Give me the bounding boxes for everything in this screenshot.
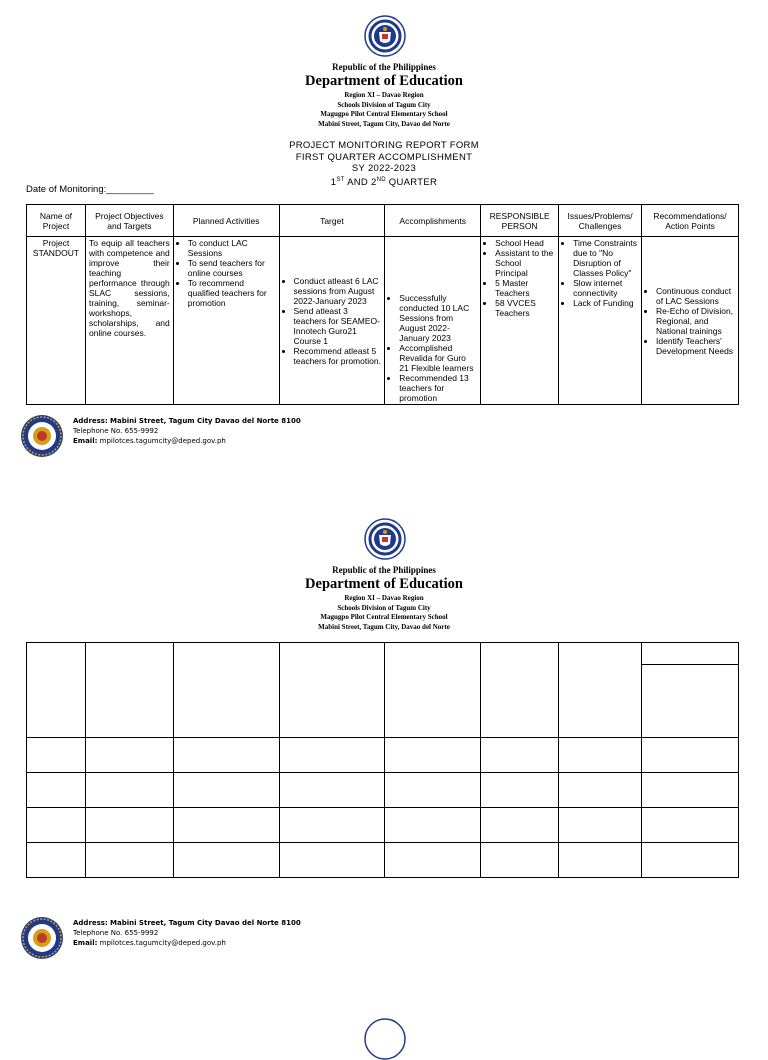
list-item: • Lack of Funding [573, 298, 638, 308]
deped-seal-icon [364, 1018, 406, 1060]
table-row [27, 843, 739, 878]
list-item: • Continuous conduct of LAC Sessions [656, 286, 735, 306]
list-item: • 5 Master Teachers [495, 278, 555, 298]
cell-responsible [481, 237, 559, 405]
cell-target [279, 237, 385, 405]
list-item: • Identify Teachers' Development Needs [656, 336, 735, 356]
cell-objectives: To equip all teachers with competence and improve their teaching performance through SLAC sessions, training, seminar-workshops, scholarships, and online courses. [85, 237, 173, 405]
monitoring-table [26, 204, 739, 405]
header-objectives: Project Objectives and Targets [85, 205, 173, 237]
header-issues: Issues/Problems/ Challenges [559, 205, 642, 237]
cell-accomplishments [385, 237, 481, 405]
list-item: • To send teachers for online courses [188, 258, 276, 278]
list-item: • Successfully conducted 10 LAC Sessions from August 2022-January 2023 [399, 293, 477, 343]
republic-label: Republic of the Philippines [332, 565, 436, 575]
cell-planned [173, 237, 279, 405]
cell-recommendations [642, 237, 739, 405]
form-title-1: PROJECT MONITORING REPORT FORM [289, 140, 479, 151]
header-responsible-person: RESPONSIBLE PERSON [481, 205, 559, 237]
list-item: • Re-Echo of Division, Regional, and National trainings [656, 306, 735, 336]
deped-seal-icon [364, 518, 406, 560]
region-label: Region XI – Davao Region [344, 91, 424, 99]
list-item: • Accomplished Revalida for Guro 21 Flexible learners [399, 343, 477, 373]
list-item: • To conduct LAC Sessions [188, 238, 276, 258]
footer-address-block: Address: Mabini Street, Tagum City Davao del Norte 8100 Telephone No. 655-9992 Email: mpilotces.tagumcity@deped.gov.ph [73, 919, 301, 947]
table-row [27, 773, 739, 808]
list-item: • 58 VVCES Teachers [495, 298, 555, 318]
street-label: Mabini Street, Tagum City, Davao del Norte [318, 622, 450, 631]
street-label: Mabini Street, Tagum City, Davao del Norte [318, 119, 450, 128]
division-label: Schools Division of Tagum City [337, 100, 431, 109]
header-planned-activities: Planned Activities [173, 205, 279, 237]
list-item: • To recommend qualified teachers for promotion [188, 278, 276, 308]
department-title: Department of Education [305, 73, 463, 89]
school-seal-icon [20, 414, 64, 458]
header-accomplishments: Accomplishments [385, 205, 481, 237]
table-row [27, 643, 739, 665]
footer-email: mpilotces.tagumcity@deped.gov.ph [99, 939, 226, 947]
school-seal-icon [20, 916, 64, 960]
list-item: • Slow internet connectivity [573, 278, 638, 298]
header-project-name: Name of Project [27, 205, 86, 237]
form-quarter: 1ST AND 2ND QUARTER [330, 176, 438, 188]
list-item: • Time Constraints due to "No Disruption of Classes Policy" [573, 238, 638, 278]
cell-issues [559, 237, 642, 405]
footer-telephone: 655-9992 [124, 427, 159, 435]
table-row [27, 738, 739, 773]
page-footer [20, 916, 420, 966]
blank-monitoring-table [26, 642, 739, 878]
republic-label: Republic of the Philippines [332, 62, 436, 72]
list-item: • Recommended 13 teachers for promotion [399, 373, 477, 403]
form-title-2: FIRST QUARTER ACCOMPLISHMENT [295, 151, 473, 163]
footer-address: Mabini Street, Tagum City Davao del Norte 8100 [110, 417, 301, 425]
list-item: • Assistant to the School Principal [495, 248, 555, 278]
footer-address-block: Address: Mabini Street, Tagum City Davao del Norte 8100 Telephone No. 655-9992 Email: mpilotces.tagumcity@deped.gov.ph [73, 417, 301, 445]
footer-email: mpilotces.tagumcity@deped.gov.ph [99, 437, 226, 445]
table-row [27, 808, 739, 843]
header-target: Target [279, 205, 385, 237]
school-label: Magugpo Pilot Central Elementary School [320, 110, 448, 118]
list-item: • Conduct atleast 6 LAC sessions from August 2022-January 2023 [294, 276, 382, 306]
footer-address: Mabini Street, Tagum City Davao del Norte 8100 [110, 919, 301, 927]
list-item: • School Head [495, 238, 555, 248]
school-label: Magugpo Pilot Central Elementary School [320, 613, 448, 621]
department-title: Department of Education [305, 576, 463, 592]
table-row [27, 237, 739, 405]
footer-telephone: 655-9992 [124, 929, 159, 937]
division-label: Schools Division of Tagum City [337, 603, 431, 612]
header-recommendations: Recommendations/ Action Points [642, 205, 739, 237]
cell-project-name: Project STANDOUT [27, 237, 86, 405]
form-title-block [0, 140, 768, 188]
form-title-3: SY 2022-2023 [351, 163, 417, 174]
page-footer [20, 414, 420, 464]
deped-seal-icon [364, 15, 406, 57]
region-label: Region XI – Davao Region [344, 594, 424, 602]
list-item: • Send atleast 3 teachers for SEAMEO-Innotech Guro21 Course 1 [294, 306, 382, 346]
date-of-monitoring: Date of Monitoring:_________ [26, 184, 154, 195]
list-item: • Recommend atleast 5 teachers for promotion. [294, 346, 382, 366]
